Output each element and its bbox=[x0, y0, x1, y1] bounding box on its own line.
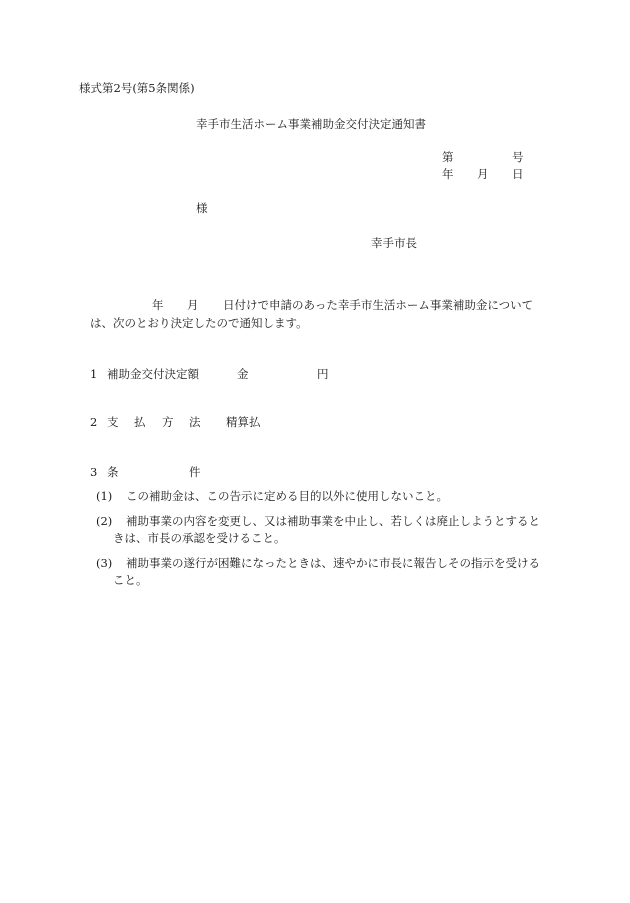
document-title: 幸手市生活ホーム事業補助金交付決定通知書 bbox=[196, 117, 426, 131]
item-1-label: 補助金交付決定額 bbox=[107, 367, 199, 381]
body-month: 月 bbox=[187, 298, 199, 312]
item-1-value-prefix: 金 bbox=[237, 367, 249, 381]
item-3-label-char: 件 bbox=[189, 465, 201, 479]
item-1-value-suffix: 円 bbox=[317, 367, 329, 381]
date-year: 年 bbox=[442, 167, 454, 181]
body-line2: は、次のとおり決定したので通知します。 bbox=[90, 316, 308, 330]
form-label: 様式第2号(第5条関係) bbox=[79, 81, 195, 95]
body-year: 年 bbox=[152, 298, 164, 312]
item-3-label-char: 条 bbox=[107, 465, 119, 479]
item-2-label-char: 法 bbox=[189, 415, 201, 429]
condition-1-line: この補助金は、この告示に定める目的以外に使用しないこと。 bbox=[126, 489, 448, 503]
condition-2-number: (2) bbox=[96, 514, 113, 528]
condition-3-line: こと。 bbox=[113, 573, 148, 587]
item-1-number: 1 bbox=[90, 367, 98, 381]
number-suffix: 号 bbox=[512, 150, 524, 164]
condition-1-number: (1) bbox=[96, 489, 113, 503]
item-2-label-char: 支 bbox=[107, 415, 119, 429]
condition-3-number: (3) bbox=[96, 556, 113, 570]
body-line1-rest: 日付けで申請のあった幸手市生活ホーム事業補助金について bbox=[223, 298, 534, 312]
date-day: 日 bbox=[512, 167, 524, 181]
condition-3-line: 補助事業の遂行が困難になったときは、速やかに市長に報告しその指示を受ける bbox=[126, 556, 540, 570]
item-2-number: 2 bbox=[90, 415, 98, 429]
date-month: 月 bbox=[477, 167, 489, 181]
item-3-number: 3 bbox=[90, 465, 98, 479]
addressee-suffix: 様 bbox=[196, 201, 208, 215]
condition-2-line: 補助事業の内容を変更し、又は補助事業を中止し、若しくは廃止しようとすると bbox=[126, 514, 540, 528]
item-2-label-char: 方 bbox=[162, 415, 174, 429]
issuer: 幸手市長 bbox=[371, 236, 417, 250]
item-2-value: 精算払 bbox=[226, 415, 261, 429]
condition-2-line: きは、市長の承認を受けること。 bbox=[113, 531, 286, 545]
number-prefix: 第 bbox=[442, 150, 454, 164]
item-2-label-char: 払 bbox=[134, 415, 146, 429]
